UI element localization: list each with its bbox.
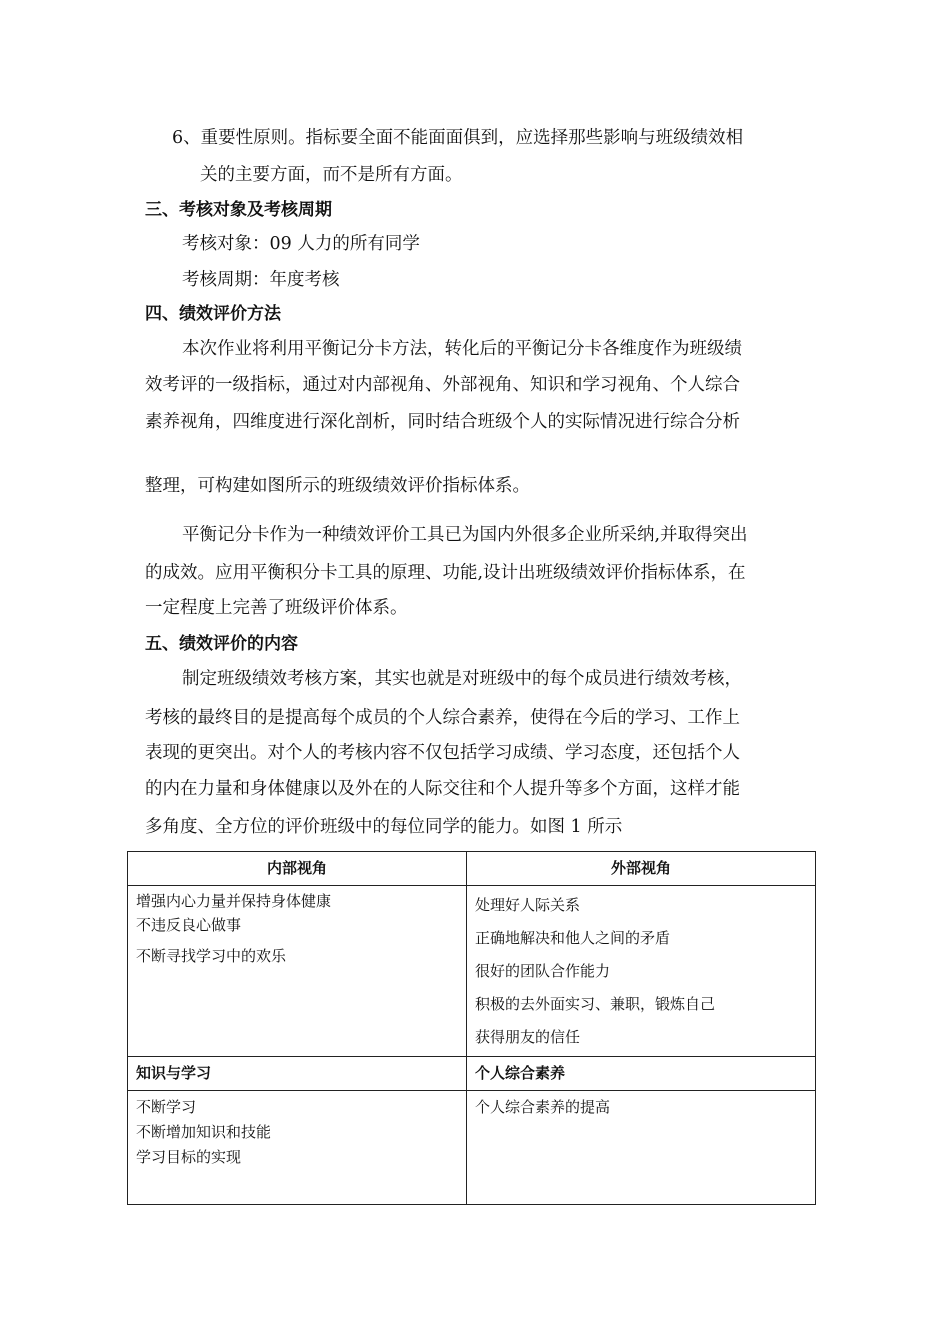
table-cell-personal xyxy=(467,1091,816,1205)
principle-6-line-1: 6、重要性原则。指标要全面不能面面俱到，应选择那些影响与班级绩效相 xyxy=(172,128,744,148)
list-item: 获得朋友的信任 xyxy=(475,1028,581,1046)
principle-6-line-2: 关的主要方面，而不是所有方面。 xyxy=(200,165,463,185)
list-item: 学习目标的实现 xyxy=(136,1148,242,1166)
list-item: 很好的团队合作能力 xyxy=(475,962,611,980)
content-line-1: 制定班级绩效考核方案，其实也就是对班级中的每个成员进行绩效考核， xyxy=(182,669,742,689)
content-line-4: 的内在力量和身体健康以及外在的人际交往和个人提升等多个方面，这样才能 xyxy=(145,779,740,799)
table-header-learning: 知识与学习 xyxy=(128,1057,467,1091)
table-cell-external xyxy=(467,886,816,1057)
list-item: 积极的去外面实习、兼职，锻炼自己 xyxy=(475,995,716,1013)
assessment-object: 考核对象：09 人力的所有同学 xyxy=(182,234,420,254)
table-cell-learning xyxy=(128,1091,467,1205)
content-line-5: 多角度、全方位的评价班级中的每位同学的能力。如图 1 所示 xyxy=(145,817,623,837)
list-item: 正确地解决和他人之间的矛盾 xyxy=(475,929,671,947)
method-line-1: 本次作业将利用平衡记分卡方法，转化后的平衡记分卡各维度作为班级绩 xyxy=(182,339,742,359)
bsc-line-3: 一定程度上完善了班级评价体系。 xyxy=(145,598,408,618)
bsc-line-2: 的成效。应用平衡积分卡工具的原理、功能,设计出班级绩效评价指标体系，在 xyxy=(145,563,746,583)
table-header-personal: 个人综合素养 xyxy=(467,1057,816,1091)
list-item: 增强内心力量并保持身体健康 xyxy=(136,892,332,910)
method-line-2: 效考评的一级指标，通过对内部视角、外部视角、知识和学习视角、个人综合 xyxy=(145,375,740,395)
list-item: 个人综合素养的提高 xyxy=(475,1098,611,1116)
table-header-external: 外部视角 xyxy=(467,852,816,886)
section-3-heading: 三、考核对象及考核周期 xyxy=(145,200,332,220)
section-5-heading: 五、绩效评价的内容 xyxy=(145,634,298,654)
content-line-2: 考核的最终目的是提高每个成员的个人综合素养，使得在今后的学习、工作上 xyxy=(145,708,740,728)
list-item: 不违反良心做事 xyxy=(136,916,242,934)
method-line-4: 整理，可构建如图所示的班级绩效评价指标体系。 xyxy=(145,476,530,496)
content-line-3: 表现的更突出。对个人的考核内容不仅包括学习成绩、学习态度，还包括个人 xyxy=(145,743,740,763)
list-item: 不断寻找学习中的欢乐 xyxy=(136,947,287,965)
method-line-3: 素养视角，四维度进行深化剖析，同时结合班级个人的实际情况进行综合分析 xyxy=(145,412,740,432)
bsc-dimension-table xyxy=(127,851,816,1205)
table-cell-internal xyxy=(128,886,467,1057)
table-header-internal: 内部视角 xyxy=(128,852,467,886)
assessment-period: 考核周期：年度考核 xyxy=(182,270,340,290)
list-item: 处理好人际关系 xyxy=(475,896,581,914)
list-item: 不断增加知识和技能 xyxy=(136,1123,272,1141)
section-4-heading: 四、绩效评价方法 xyxy=(145,304,281,324)
list-item: 不断学习 xyxy=(136,1098,197,1116)
bsc-line-1: 平衡记分卡作为一种绩效评价工具已为国内外很多企业所采纳,并取得突出 xyxy=(182,525,748,545)
